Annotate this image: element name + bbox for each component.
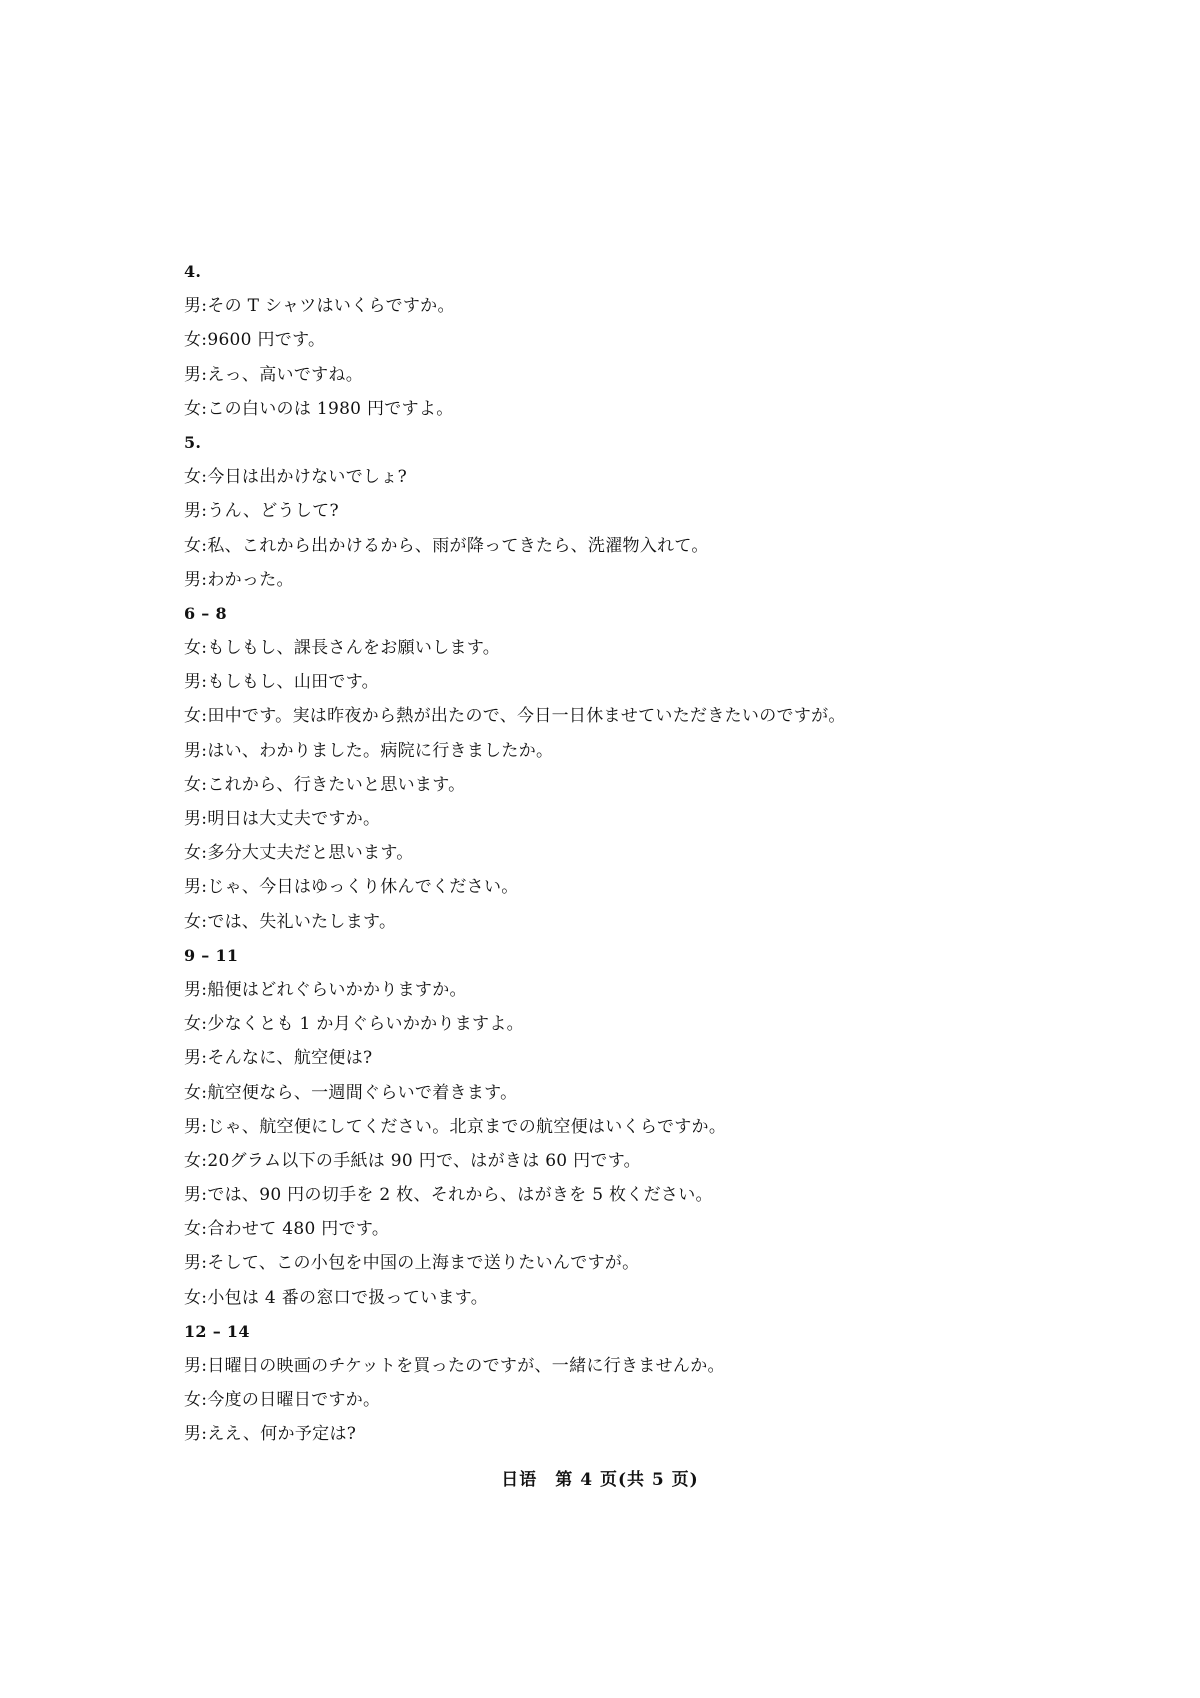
dialogue-line: 女:20グラム以下の手紙は 90 円で、はがきは 60 円です。 — [184, 1150, 641, 1171]
dialogue-line: 男:ええ、何か予定は? — [184, 1424, 357, 1445]
dialogue-line: 女:9600 円です。 — [184, 330, 326, 351]
section-number: 4. — [184, 262, 202, 281]
dialogue-line: 男:そして、この小包を中国の上海まで送りたいんですが。 — [184, 1253, 640, 1274]
dialogue-line: 女:もしもし、課長さんをお願いします。 — [184, 638, 501, 659]
dialogue-line: 男:うん、どうして? — [184, 501, 339, 522]
page-footer: 日语 第 4 页(共 5 页) — [501, 1470, 699, 1490]
section-number: 9 – 11 — [184, 945, 239, 965]
dialogue-line: 女:私、これから出かけるから、雨が降ってきたら、洗濯物入れて。 — [184, 535, 709, 556]
section-number: 12 – 14 — [184, 1321, 250, 1341]
dialogue-line: 男:はい、わかりました。病院に行きましたか。 — [184, 740, 554, 761]
section-number: 5. — [184, 432, 202, 452]
section-number: 6 – 8 — [184, 603, 227, 623]
dialogue-line: 女:多分大丈夫だと思います。 — [184, 843, 414, 864]
dialogue-line: 女:では、失礼いたします。 — [184, 911, 397, 932]
dialogue-line: 女:これから、行きたいと思います。 — [184, 774, 466, 795]
dialogue-line: 女:田中です。実は昨夜から熱が出たので、今日一日休ませていただきたいのですが。 — [184, 706, 846, 727]
dialogue-line: 女:今度の日曜日ですか。 — [184, 1390, 381, 1411]
dialogue-line: 男:では、90 円の切手を 2 枚、それから、はがきを 5 枚ください。 — [184, 1185, 713, 1206]
dialogue-line: 男:わかった。 — [184, 569, 294, 590]
dialogue-line: 女:小包は 4 番の窓口で扱っています。 — [184, 1287, 488, 1308]
dialogue-line: 男:そんなに、航空便は? — [184, 1048, 373, 1069]
dialogue-line: 男:えっ、高いですね。 — [184, 364, 364, 385]
dialogue-line: 女:少なくとも 1 か月ぐらいかかりますよ。 — [184, 1014, 524, 1035]
dialogue-line: 男:船便はどれぐらいかかりますか。 — [184, 979, 467, 1000]
dialogue-line: 男:じゃ、今日はゆっくり休んでください。 — [184, 877, 519, 898]
transcript — [184, 255, 1084, 1452]
dialogue-line: 女:航空便なら、一週間ぐらいで着きます。 — [184, 1082, 518, 1103]
dialogue-line: 男:その T シャツはいくらですか。 — [184, 296, 455, 317]
dialogue-line: 男:じゃ、航空便にしてください。北京までの航空便はいくらですか。 — [184, 1116, 727, 1137]
dialogue-line: 男:明日は大丈夫ですか。 — [184, 809, 381, 829]
dialogue-line: 女:この白いのは 1980 円ですよ。 — [184, 398, 454, 419]
dialogue-line: 女:今日は出かけないでしょ? — [184, 467, 408, 488]
dialogue-line: 女:合わせて 480 円です。 — [184, 1219, 390, 1240]
dialogue-line: 男:日曜日の映画のチケットを買ったのですが、一緒に行きませんか。 — [184, 1356, 725, 1376]
dialogue-line: 男:もしもし、山田です。 — [184, 672, 379, 693]
